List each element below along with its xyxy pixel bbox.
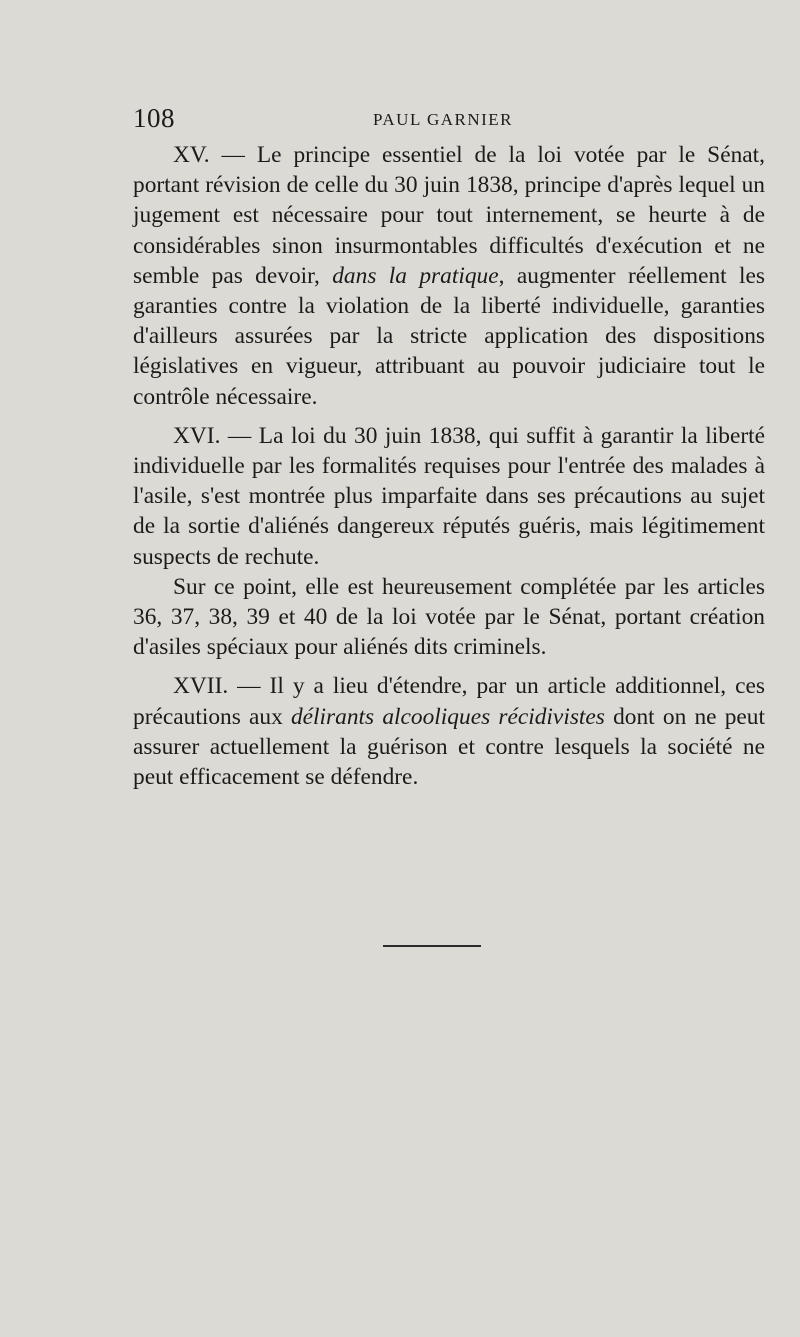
- paragraph-xvii-text: XVII. — Il y a lieu d'étendre, par un article additionnel, ces précautions aux: [133, 673, 765, 730]
- paragraph-xvi: [133, 421, 765, 572]
- paragraph-xvi-text: XVI. — La loi du 30 juin 1838, qui suffit à garantir la liberté individuelle par les formalités requises pour l'entrée des malades à l'asile, s'est montrée plus imparfaite dans ses précautions au sujet de la sortie d'aliénés dangereux réputés guéris, mais légitimement suspects de rechute.: [133, 422, 765, 570]
- paragraph-xvi-continued: [133, 572, 765, 663]
- body-text: [133, 140, 765, 792]
- paragraph-xv-text-end: , augmenter réellement les garanties contre la violation de la liberté individuelle, garanties d'ailleurs assurées par la stricte application des dispositions législatives en vigueur, attribuant au pouvoir judiciaire tout le contrôle nécessaire.: [133, 262, 766, 410]
- paragraph-xv-text: XV. — Le principe essentiel de la loi votée par le Sénat, portant révision de celle du 30 juin 1838, principe d'après lequel un jugement est nécessaire pour tout internement, se heurte à de considérables sinon insurmontables difficultés d'exécution et ne semble pas devoir,: [133, 142, 765, 289]
- end-rule: [383, 945, 481, 947]
- paragraph-xvii: [133, 671, 765, 792]
- paragraph-xv-italic: dans la pratique: [332, 262, 499, 289]
- running-head: PAUL GARNIER: [373, 110, 514, 129]
- paragraph-xvii-text-end: dont on ne peut assurer actuellement la guérison et contre lesquels la société ne peut efficacement se défendre.: [133, 703, 765, 791]
- page-header: [133, 103, 765, 137]
- paragraph-xvii-italic: délirants alcooliques récidivistes: [290, 703, 605, 730]
- page-number: 108: [133, 103, 175, 133]
- paragraph-xvi-continued-text: Sur ce point, elle est heureusement complétée par les articles 36, 37, 38, 39 et 40 de la loi votée par le Sénat, portant création d'asiles spéciaux pour aliénés dits criminels.: [133, 573, 765, 661]
- paragraph-xv: [133, 140, 765, 412]
